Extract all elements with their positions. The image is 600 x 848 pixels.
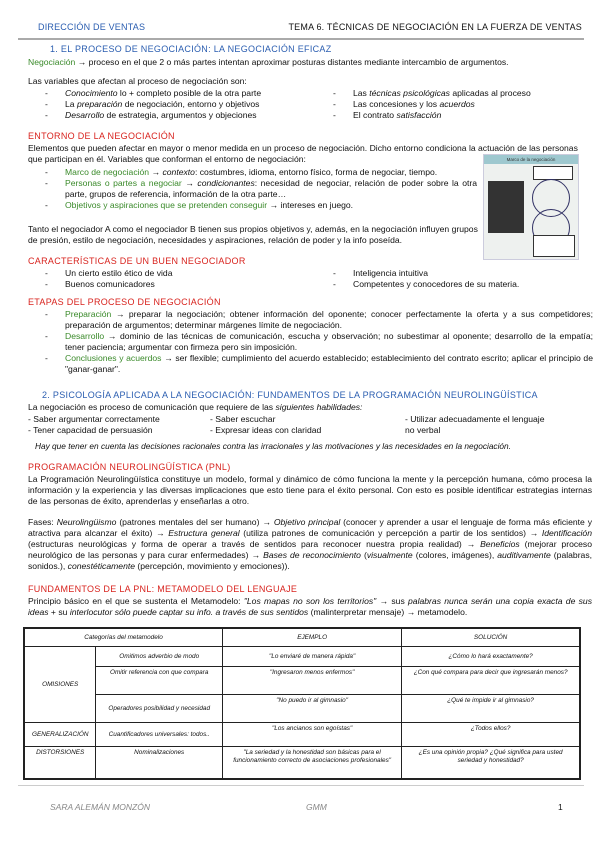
skills-col-1: - Saber argumentar correctamente - Tener capacidad de persuasión — [28, 414, 160, 435]
header-ejemplo: EJEMPLO — [223, 628, 402, 647]
section-2-intro: La negociación es proceso de comunicación que requiere de las siguientes habilidades: — [28, 402, 363, 412]
table-row: Operadores posibilidad y necesidad "No puedo ir al gimnasio" ¿Qué te impide ir al gimnasio? — [24, 695, 580, 723]
caracteristicas-left — [45, 268, 325, 290]
list-item: - Buenos comunicadores — [45, 279, 155, 289]
list-item: - Objetivos y aspiraciones que se pretenden conseguir → intereses en juego. — [45, 200, 354, 210]
list-item: - Las concesiones y los acuerdos — [333, 99, 475, 109]
etapas-list — [45, 309, 593, 375]
header-divider — [18, 38, 584, 40]
list-item: - La preparación de negociación, entorno y objetivos — [45, 99, 260, 109]
list-item: - El contrato satisfacción — [333, 110, 442, 120]
group-generalizacion: GENERALIZACIÓN — [24, 723, 96, 747]
page-header — [38, 22, 582, 34]
list-item: - Conocimiento lo + completo posible de la otra parte — [45, 88, 262, 98]
pnl-title: PROGRAMACIÓN NEUROLINGÜÍSTICA (PNL) — [28, 462, 231, 472]
skills-col-2: - Saber escuchar - Expresar ideas con claridad — [210, 414, 322, 435]
list-item: - Marco de negociación → contexto: costumbres, idioma, entorno físico, forma de negociar, tiempo. — [45, 167, 438, 177]
pnl-text: La Programación Neurolingüística constituye un modelo, formal y dinámico de cómo funciona la mente y la percepción humana, cómo procesa la información y la experiencia y las diversas implicaciones que esto tiene para el éxito personal. Con esto es posible identificar estrategias internas de las personas de éxito, aprenderlas y enseñarlas a otro. — [28, 474, 592, 506]
list-item: - Las técnicas psicológicas aplicadas al proceso — [333, 88, 531, 98]
subject-title: DIRECCIÓN DE VENTAS — [38, 22, 146, 32]
footer-divider — [18, 785, 584, 786]
page-number: 1 — [558, 802, 563, 812]
list-item: - Un cierto estilo ético de vida — [45, 268, 173, 278]
section-2-note: Hay que tener en cuenta las decisiones racionales contra las irracionales y las motivaciones y las necesidades en la negociación. — [35, 441, 511, 451]
section-2-title: 2. PSICOLOGÍA APLICADA A LA NEGOCIACIÓN: FUNDAMENTOS DE LA PROGRAMACIÓN NEUROLINGÜÍSTICA — [42, 390, 538, 400]
table-row: GENERALIZACIÓN Cuantificadores universales: todos.. "Los ancianos son egoístas" ¿Todos ellos? — [24, 723, 580, 747]
entorno-list — [45, 167, 477, 211]
metamodelo-principle: Principio básico en el que se sustenta el Metamodelo: "Los mapas no son los territorios" → sus palabras nunca serán una copia exacta de sus ideas + su interlocutor sólo puede captar su info. a través de sus sentidos (malinterpretar mensaje) → metamodelo. — [28, 596, 592, 617]
entorno-closing: Tanto el negociador A como el negociador B tienen sus propios objetivos y, además, en la negociación influyen grupos de presión, estilo de negociación, necesidades y aspiraciones, relación de poder y la info poseída. — [28, 224, 478, 245]
entorno-intro: Elementos que pueden afectar en mayor o menor medida en un proceso de negociación. Dicho entorno condiciona la actuación de las personas que participan en él. Variables que conforman el entorno de negociación: — [28, 143, 578, 164]
table-header-row — [24, 628, 580, 647]
variables-list-right — [333, 88, 593, 121]
marco-negociacion-figure — [483, 154, 579, 260]
list-item: - Competentes y conocedores de su materia. — [333, 279, 520, 289]
skills-col-3: - Utilizar adecuadamente el lenguaje no verbal — [405, 414, 545, 435]
variables-list-left — [45, 88, 325, 121]
negociacion-definition — [28, 57, 588, 68]
metamodelo-title: FUNDAMENTOS DE LA PNL: METAMODELO DEL LENGUAJE — [28, 584, 298, 594]
metamodelo-table — [23, 627, 581, 780]
group-distorsiones: DISTORSIONES — [24, 747, 96, 779]
list-item: - Desarrollo de estrategia, argumentos y objeciones — [45, 110, 257, 120]
list-item: - Personas o partes a negociar → condicionantes: necesidad de negociar, relación de poder sobre la otra parte, grupos de referencia, información de la otra parte… — [45, 178, 478, 199]
table-row: DISTORSIONES Nominalizaciones "La seriedad y la honestidad son básicas para el funcionamiento correcto de asociaciones profesionales" ¿Es una opinión propia? ¿Qué significa para usted seriedad y honestidad? — [24, 747, 580, 779]
variables-intro: Las variables que afectan al proceso de negociación son: — [28, 76, 247, 86]
figure-top-box — [533, 166, 573, 180]
list-item: - Conclusiones y acuerdos → ser flexible; cumplimiento del acuerdo establecido; establecimiento del contrato escrito; aplicar el principio de "ganar-ganar". — [45, 353, 593, 374]
footer-degree: GMM — [306, 802, 327, 812]
group-omisiones: OMISIONES — [24, 647, 96, 723]
figure-bottom-box — [533, 235, 575, 257]
list-item: - Desarrollo → dominio de las técnicas de comunicación, escucha y observación; no subestimar al oponente; desarrollo de la empatía; tener paciencia; argumentar con firmeza pero sin imposición. — [45, 331, 593, 352]
definition-term: Negociación — [28, 57, 76, 67]
table-row: OMISIONES Omitimos adverbio de modo "Lo enviaré de manera rápida" ¿Cómo lo hará exactamente? — [24, 647, 580, 667]
list-item: - Inteligencia intuitiva — [333, 268, 429, 278]
definition-text: → proceso en el que 2 o más partes intentan aproximar posturas distantes mediante intercambio de argumentos. — [75, 57, 509, 67]
figure-title: Marco de la negociación — [484, 155, 578, 164]
table-row: Omitir referencia con que compara "Ingresaron menos enfermos" ¿Con qué compara para decir que ingresarán menos? — [24, 667, 580, 695]
section-1-title: 1. EL PROCESO DE NEGOCIACIÓN: LA NEGOCIACIÓN EFICAZ — [50, 44, 332, 54]
caracteristicas-right — [333, 268, 593, 290]
footer-author: SARA ALEMÁN MONZÓN — [50, 802, 150, 812]
pnl-fases: Fases: Neurolingüismo (patrones mentales del ser humano) → Objetivo principal (conocer y aprender a usar el lenguaje de forma más eficiente y atractiva para alcanzar el éxito) → Estructura general (utiliza patrones de comunicación y percepción a partir de los sentidos) → Identificación (estructuras neurológicas y forma de operar a través de sentidos para reconocer nuestra propia realidad) → Beneficios (mejorar proceso neurológico de las personas y para curar enfermedades) → Bases de reconocimiento (visualmente (colores, imágenes), auditivamente (palabras, sonidos.), conestéticamente (percepción, movimiento y emociones)). — [28, 517, 593, 571]
caracteristicas-title: CARACTERÍSTICAS DE UN BUEN NEGOCIADOR — [28, 256, 246, 266]
entorno-title: ENTORNO DE LA NEGOCIACIÓN — [28, 131, 175, 141]
topic-title: TEMA 6. TÉCNICAS DE NEGOCIACIÓN EN LA FUERZA DE VENTAS — [288, 22, 582, 32]
header-categorias: Categorías del metamodelo — [24, 628, 223, 647]
header-solucion: SOLUCIÓN — [402, 628, 580, 647]
figure-dark-box — [488, 181, 524, 233]
etapas-title: ETAPAS DEL PROCESO DE NEGOCIACIÓN — [28, 297, 221, 307]
list-item: - Preparación → preparar la negociación; obtener información del oponente; conocer perfectamente la oferta y a sus competidores; preparación de argumentos; determinar márgenes límite de negociación. — [45, 309, 593, 330]
